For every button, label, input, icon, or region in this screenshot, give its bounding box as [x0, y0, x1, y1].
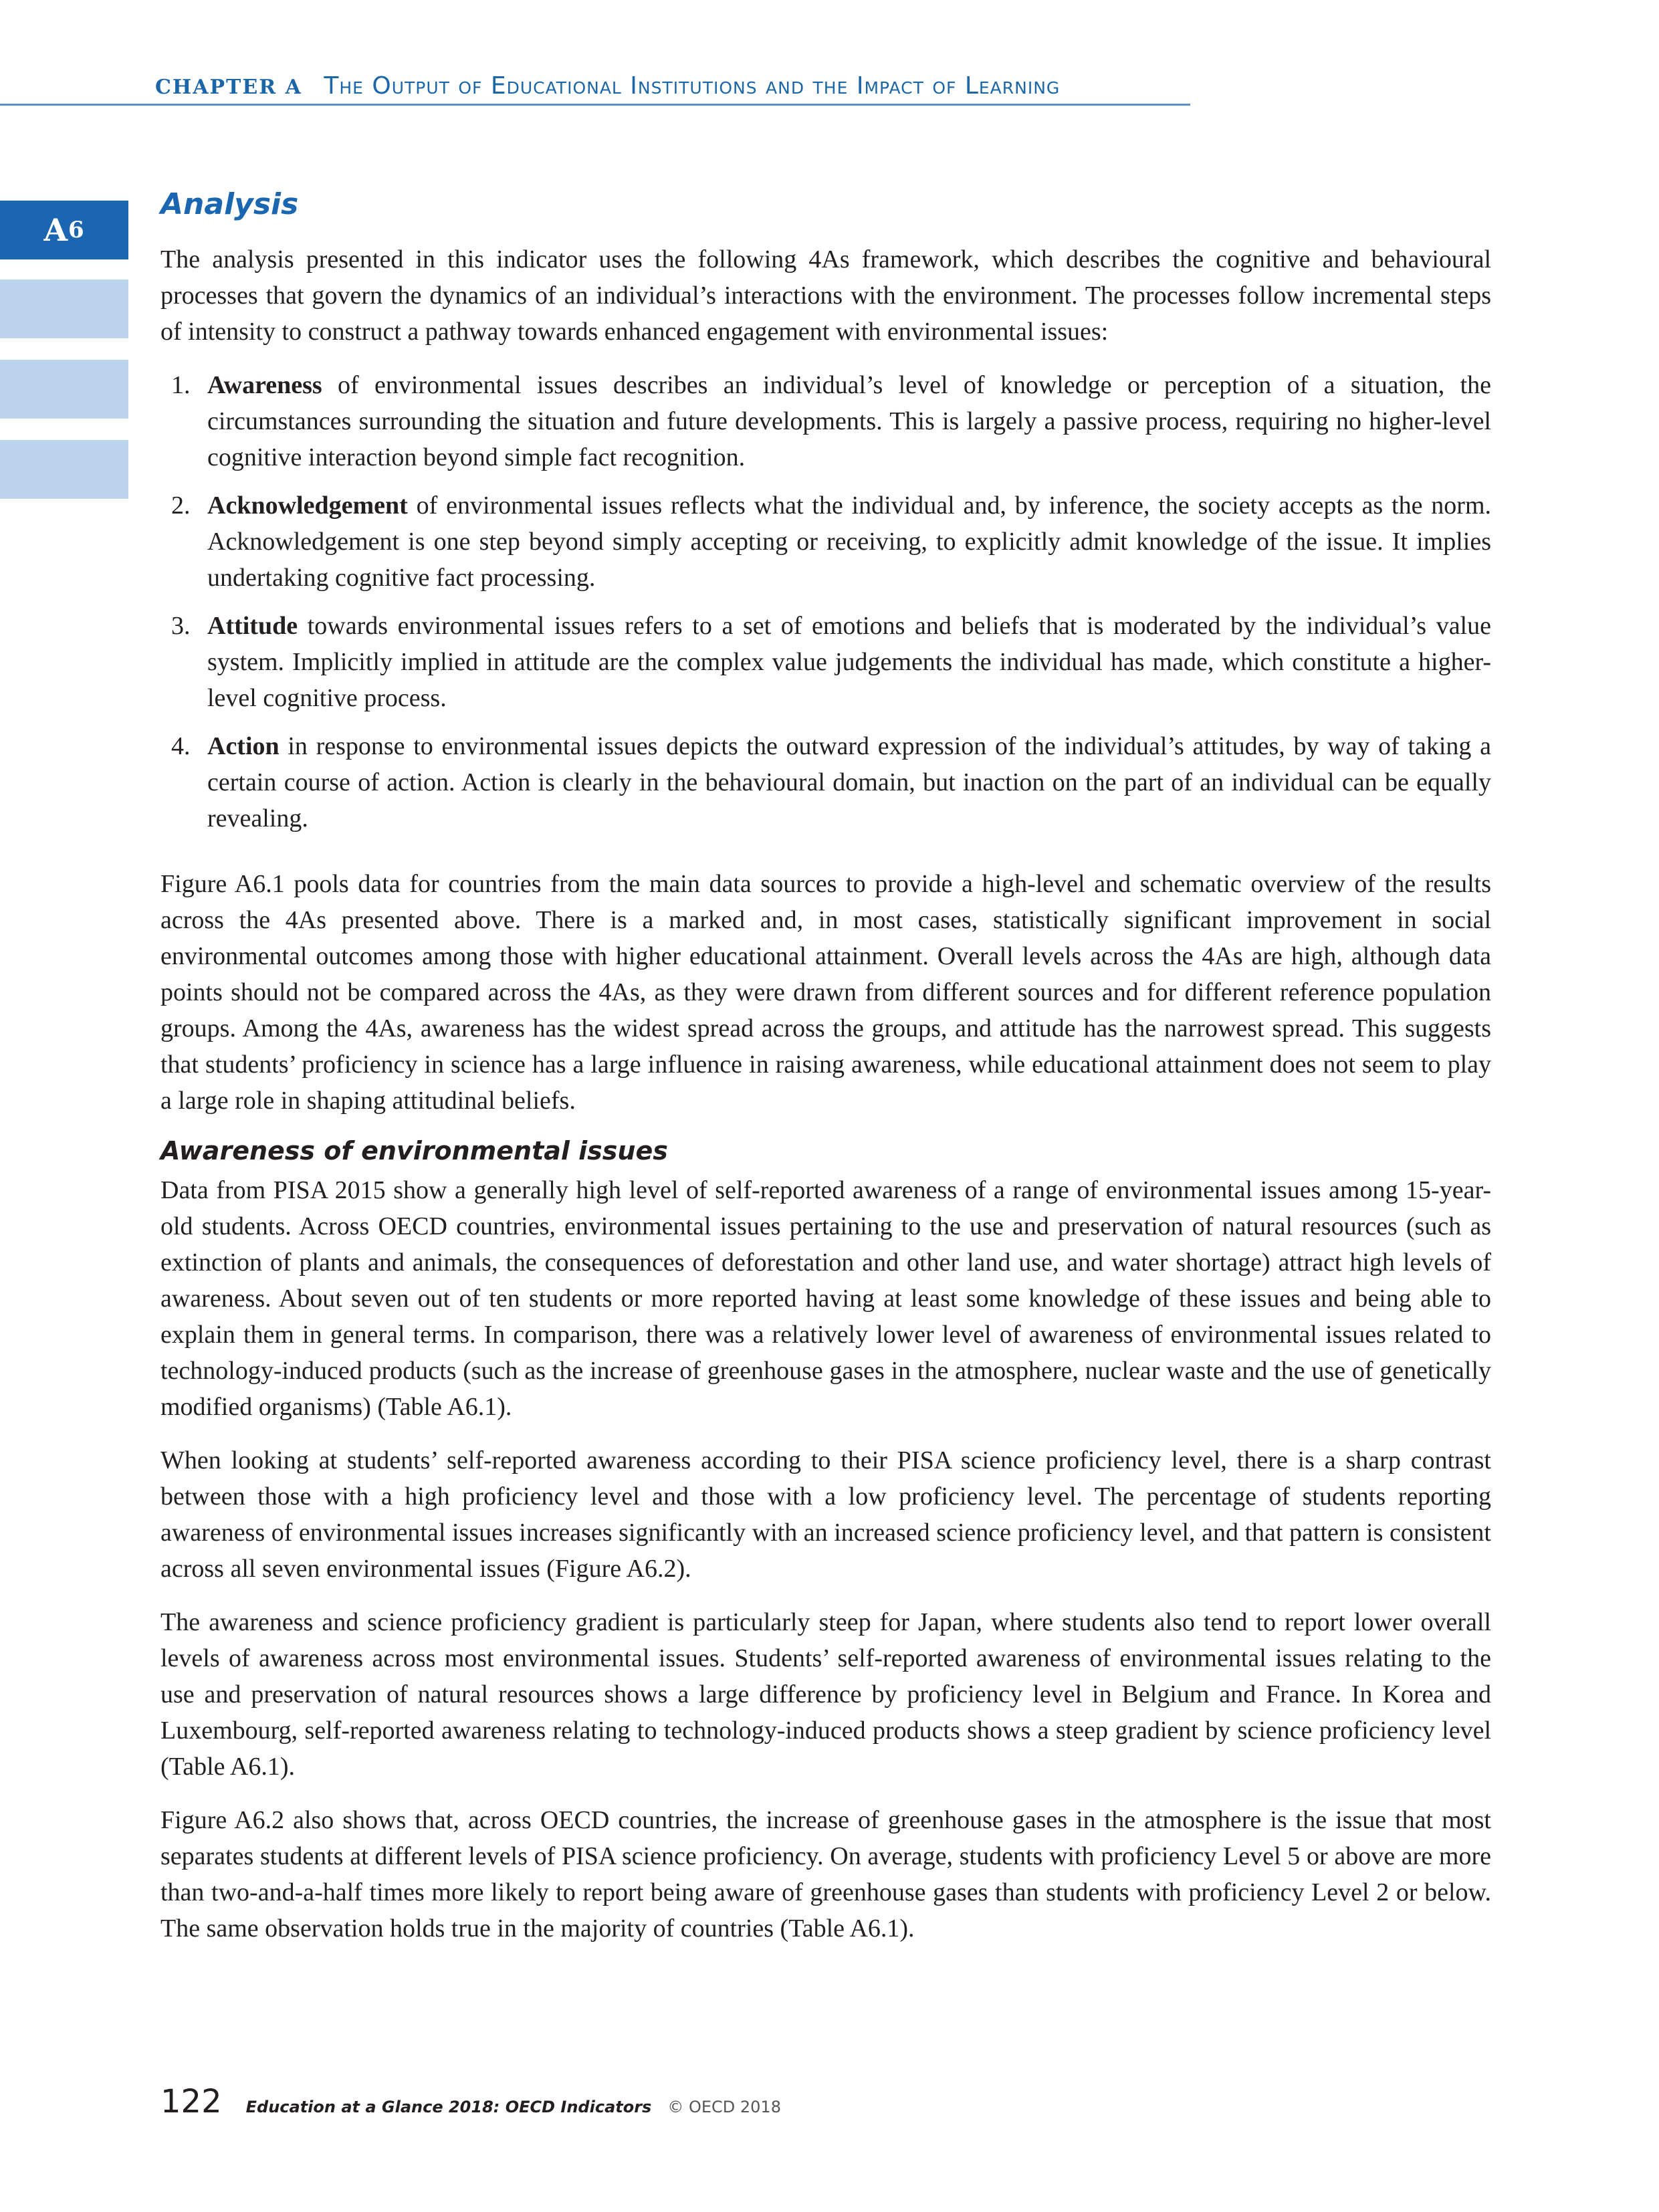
indicator-tab-a6 — [0, 201, 128, 259]
chapter-title: The Output of Educational Institutions and the Impact of Learning — [324, 72, 1061, 100]
list-text: towards environmental issues refers to a set of emotions and beliefs that is moderated by the individual’s value system. Implicitly implied in attitude are the complex value judgements the individual has made, which constitute a higher-level cognitive process. — [207, 612, 1491, 712]
figure-a6-1-paragraph: Figure A6.1 pools data for countries from the main data sources to provide a high-level and schematic overview of the results across the 4As presented above. There is a marked and, in most cases, statistically significant improvement in social environmental outcomes among those with higher educational attainment. Overall levels across the 4As are high, although data points should not be compared across the 4As, as they were drawn from different sources and for different reference population groups. Among the 4As, awareness has the widest spread across the groups, and attitude has the narrowest spread. This suggests that students’ proficiency in science has a large influence in raising awareness, while educational attainment does not seem to play a large role in shaping attitudinal beliefs. — [160, 870, 1491, 1115]
intro-paragraph: The analysis presented in this indicator uses the following 4As framework, which describes the cognitive and behavioural processes that govern the dynamics of an individual’s interactions with the environment. The processes follow incremental steps of intensity to construct a pathway towards enhanced engagement with environmental issues: — [160, 245, 1491, 346]
body-paragraph: When looking at students’ self-reported awareness according to their PISA science proficiency level, there is a sharp contrast between those with a high proficiency level and those with a low proficiency level. The percentage of students reporting awareness of environmental issues increases significantly with an increased science proficiency level, and that pattern is consistent across all seven environmental issues (Figure A6.2). — [160, 1446, 1491, 1583]
side-tab-placeholder — [0, 360, 128, 419]
list-term: Attitude — [207, 612, 298, 640]
side-tab-placeholder — [0, 280, 128, 338]
copyright-notice: © OECD 2018 — [667, 2098, 781, 2116]
indicator-tab-number: 6 — [68, 217, 85, 243]
list-term: Action — [207, 732, 280, 760]
page-body — [160, 187, 1491, 1964]
list-text: of environmental issues reflects what the individual and, by inference, the society accepts as the norm. Acknowledgement is one step beyond simply accepting or receiving, to explicitly admit knowledge of the issue. It implies undertaking cognitive fact processing. — [207, 491, 1491, 592]
body-paragraph: Data from PISA 2015 show a generally high level of self-reported awareness of a range of environmental issues among 15-year-old students. Across OECD countries, environmental issues pertaining to the use and preservation of natural resources (such as extinction of plants and animals, the consequences of deforestation and other land use, and water shortage) attract high levels of awareness. About seven out of ten students or more reported having at least some knowledge of these issues and being able to explain them in general terms. In comparison, there was a relatively lower level of awareness of environmental issues related to technology-induced products (such as the increase of greenhouse gases in the atmosphere, nuclear waste and the use of genetically modified organisms) (Table A6.1). — [160, 1176, 1491, 1421]
running-header — [155, 72, 1060, 100]
publication-title: Education at a Glance 2018: OECD Indicators — [245, 2098, 652, 2116]
list-item — [160, 728, 1491, 837]
body-paragraph: Figure A6.2 also shows that, across OECD countries, the increase of greenhouse gases in the atmosphere is the issue that most separates students at different levels of PISA science proficiency. On average, students with proficiency Level 5 or above are more than two-and-a-half times more likely to report being aware of greenhouse gases than students with proficiency Level 2 or below. The same observation holds true in the majority of countries (Table A6.1). — [160, 1806, 1491, 1943]
four-as-list — [160, 367, 1491, 837]
chapter-label: CHAPTER A — [155, 76, 302, 99]
list-term: Acknowledgement — [207, 491, 408, 520]
body-paragraph: The awareness and science proficiency gradient is particularly steep for Japan, where students also tend to report lower overall levels of awareness across most environmental issues. Students’ self-reported awareness of environmental issues relating to the use and preservation of natural resources shows a large difference by proficiency level in Belgium and France. In Korea and Luxembourg, self-reported awareness relating to technology-induced products shows a steep gradient by science proficiency level (Table A6.1). — [160, 1608, 1491, 1781]
header-rule — [0, 104, 1190, 106]
side-tab-placeholder — [0, 440, 128, 499]
list-term: Awareness — [207, 371, 322, 399]
list-text: in response to environmental issues depicts the outward expression of the individual’s attitudes, by way of taking a certain course of action. Action is clearly in the behavioural domain, but inaction on the part of an individual can be equally revealing. — [207, 732, 1491, 833]
subsection-heading: Awareness of environmental issues — [160, 1136, 668, 1166]
indicator-tab-letter: A — [43, 212, 69, 248]
list-number: 4. — [171, 732, 191, 760]
list-item — [160, 608, 1491, 716]
page-footer — [160, 2083, 781, 2120]
list-number: 3. — [171, 612, 191, 640]
list-number: 2. — [171, 491, 191, 520]
page-number: 122 — [160, 2083, 222, 2120]
list-number: 1. — [171, 371, 191, 399]
list-item — [160, 367, 1491, 475]
list-text: of environmental issues describes an individual’s level of knowledge or perception of a situation, the circumstances surrounding the situation and future developments. This is largely a passive process, requiring no higher-level cognitive interaction beyond simple fact recognition. — [207, 371, 1491, 471]
section-heading: Analysis — [160, 187, 299, 221]
list-item — [160, 487, 1491, 596]
